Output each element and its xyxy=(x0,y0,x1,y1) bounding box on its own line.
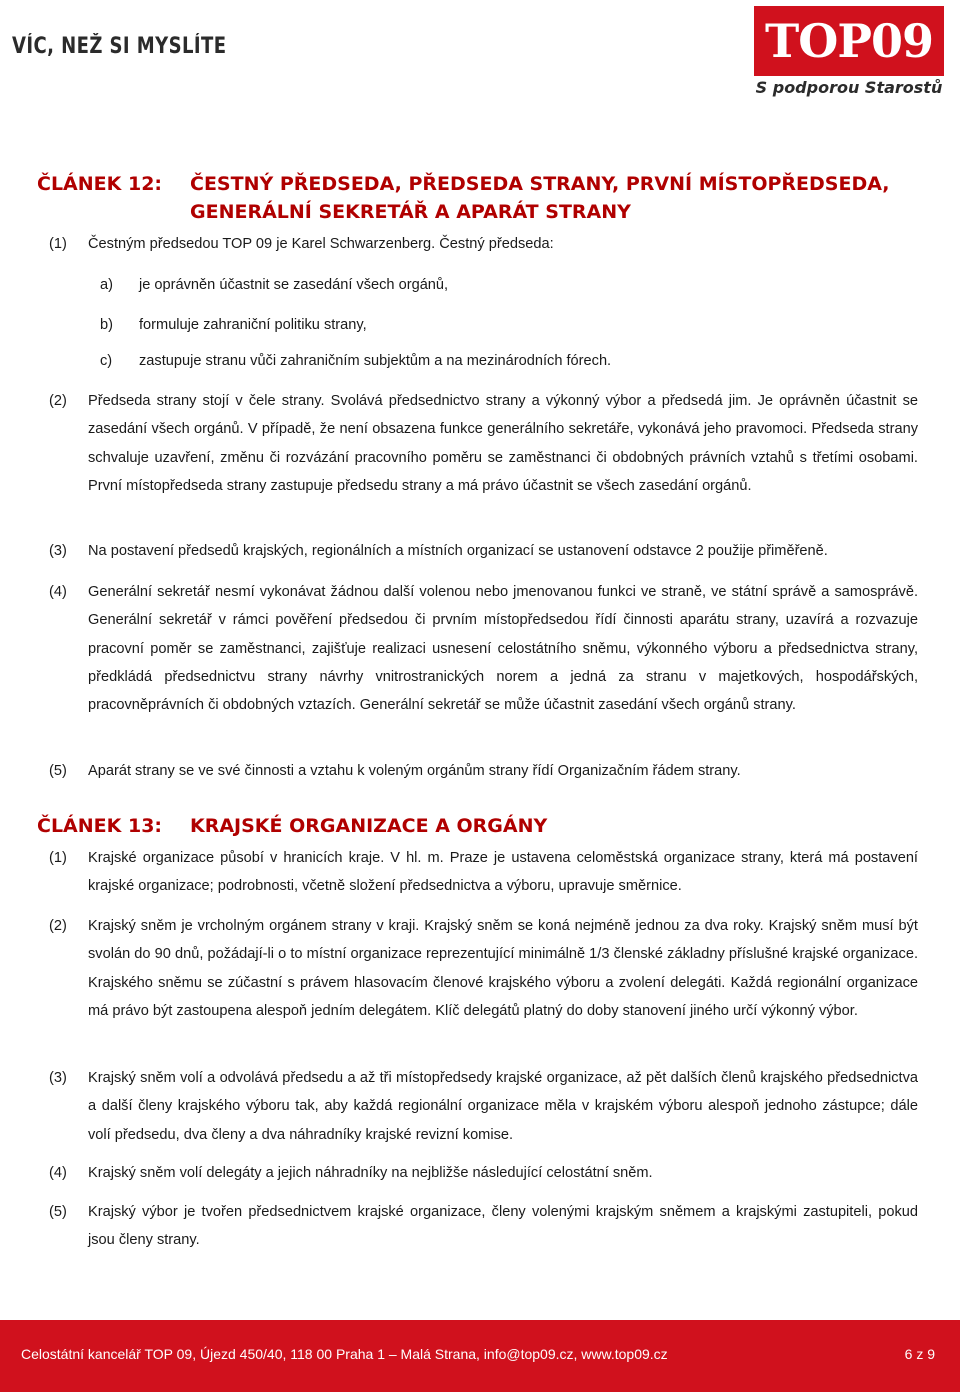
subitem-text: je oprávněn účastnit se zasedání všech orgánů, xyxy=(139,277,449,293)
article-label: ČLÁNEK 12: xyxy=(37,173,163,195)
top09-logo xyxy=(754,6,944,76)
paragraph-text: Krajský výbor je tvořen předsednictvem krajské organizace, členy volenými krajským sněmem a krajskými zastupiteli, pokud jsou členy strany. xyxy=(88,1204,918,1249)
logo-text: TOP09 xyxy=(765,14,933,68)
paragraph-text: Aparát strany se ve své činnosti a vztahu k voleným orgánům strany řídí Organizačním řádem strany. xyxy=(88,763,741,779)
paragraph-number: (1) xyxy=(49,850,67,866)
subitem-text: zastupuje stranu vůči zahraničním subjektům a na mezinárodních fórech. xyxy=(139,353,612,369)
subitem-text: formuluje zahraniční politiku strany, xyxy=(139,317,367,333)
paragraph-text: Generální sekretář nesmí vykonávat žádnou další volenou nebo jmenovanou funkci ve straně, ve státní správě a samosprávě. Generální sekretář v rámci pověření předsedou či prvním místopředsedou řídí činnosti aparátu strany, uzavírá a rozvazuje pracovní poměr se zaměstnanci, zajišťuje realizaci usnesení celostátního sněmu, výkonného výboru a předsednictva strany, předkládá předsednictvu strany návrhy vnitrostranických norem a jedná za stranu v majetkových, hospodářských, pracovněprávních či obdobných vztazích. Generální sekretář se může účastnit zasedání všech orgánů strany. xyxy=(88,584,918,714)
article-title: ČESTNÝ PŘEDSEDA, PŘEDSEDA STRANY, PRVNÍ MÍSTOPŘEDSEDA, GENERÁLNÍ SEKRETÁŘ A APARÁT STRANY xyxy=(190,173,890,223)
subitem-label: b) xyxy=(100,317,113,333)
page-footer xyxy=(0,1320,960,1392)
paragraph-number: (3) xyxy=(49,543,67,559)
header-slogan: VÍC, NEŽ SI MYSLÍTE xyxy=(12,34,227,59)
paragraph-number: (4) xyxy=(49,1165,67,1181)
paragraph-text: Předseda strany stojí v čele strany. Svolává předsednictvo strany a výkonný výbor a předsedá jim. Je oprávněn účastnit se zasedání všech orgánů. V případě, že není obsazena funkce generálního sekretáře, vykonává jeho pravomoci. Předseda strany schvaluje uzavření, změnu či rozvázání pracovního poměru se zaměstnanci či obdobných právních vztahů s třetími osobami. První místopředseda strany zastupuje předsedu strany a má právo účastnit se všech zasedání orgánů. xyxy=(88,393,918,494)
logo-subtitle: S podporou Starostů xyxy=(755,78,943,97)
subitem-label: a) xyxy=(100,277,113,293)
paragraph-number: (5) xyxy=(49,763,67,779)
article-title: KRAJSKÉ ORGANIZACE A ORGÁNY xyxy=(190,815,548,837)
paragraph-text: Na postavení předsedů krajských, regionálních a místních organizací se ustanovení odstavce 2 použije přiměřeně. xyxy=(88,543,828,559)
footer-contact: Celostátní kancelář TOP 09, Újezd 450/40, 118 00 Praha 1 – Malá Strana, info@top09.cz, www.top09.cz xyxy=(21,1346,668,1362)
paragraph-text: Krajský sněm je vrcholným orgánem strany v kraji. Krajský sněm se koná nejméně jednou za dva roky. Krajský sněm musí být svolán do 90 dnů, požádají-li o to místní organizace reprezentující minimálně 1/3 členské základny příslušné krajské organizace. Krajského sněmu se zúčastní s právem hlasovacím členové krajského výboru a zvolení delegáti. Každá regionální organizace má právo být zastoupena alespoň jedním delegátem. Klíč delegátů platný do doby stanovení jiného určí výkonný výbor. xyxy=(88,918,918,1019)
paragraph-number: (5) xyxy=(49,1204,67,1220)
page-number: 6 z 9 xyxy=(904,1346,935,1362)
paragraph-text: Krajský sněm volí a odvolává předsedu a až tři místopředsedy krajské organizace, až pět dalších členů krajského předsednictva a další členy krajského výboru tak, aby každá regionální organizace měla v krajském výboru alespoň jednoho zástupce; dále volí předsedu, dva členy a dva náhradníky krajské revizní komise. xyxy=(88,1070,918,1143)
paragraph-number: (2) xyxy=(49,918,67,934)
paragraph-text: Čestným předsedou TOP 09 je Karel Schwarzenberg. Čestný předseda: xyxy=(88,236,554,252)
paragraph-text: Krajské organizace působí v hranicích kraje. V hl. m. Praze je ustavena celoměstská organizace strany, která má postavení krajské organizace; podrobnosti, včetně složení předsednictva a výboru, upravuje směrnice. xyxy=(88,850,918,895)
article-label: ČLÁNEK 13: xyxy=(37,815,163,837)
paragraph-text: Krajský sněm volí delegáty a jejich náhradníky na nejbližše následující celostátní sněm. xyxy=(88,1165,653,1181)
paragraph-number: (1) xyxy=(49,236,67,252)
paragraph-number: (4) xyxy=(49,584,67,600)
paragraph-number: (2) xyxy=(49,393,67,409)
subitem-label: c) xyxy=(100,353,113,369)
paragraph-number: (3) xyxy=(49,1070,67,1086)
